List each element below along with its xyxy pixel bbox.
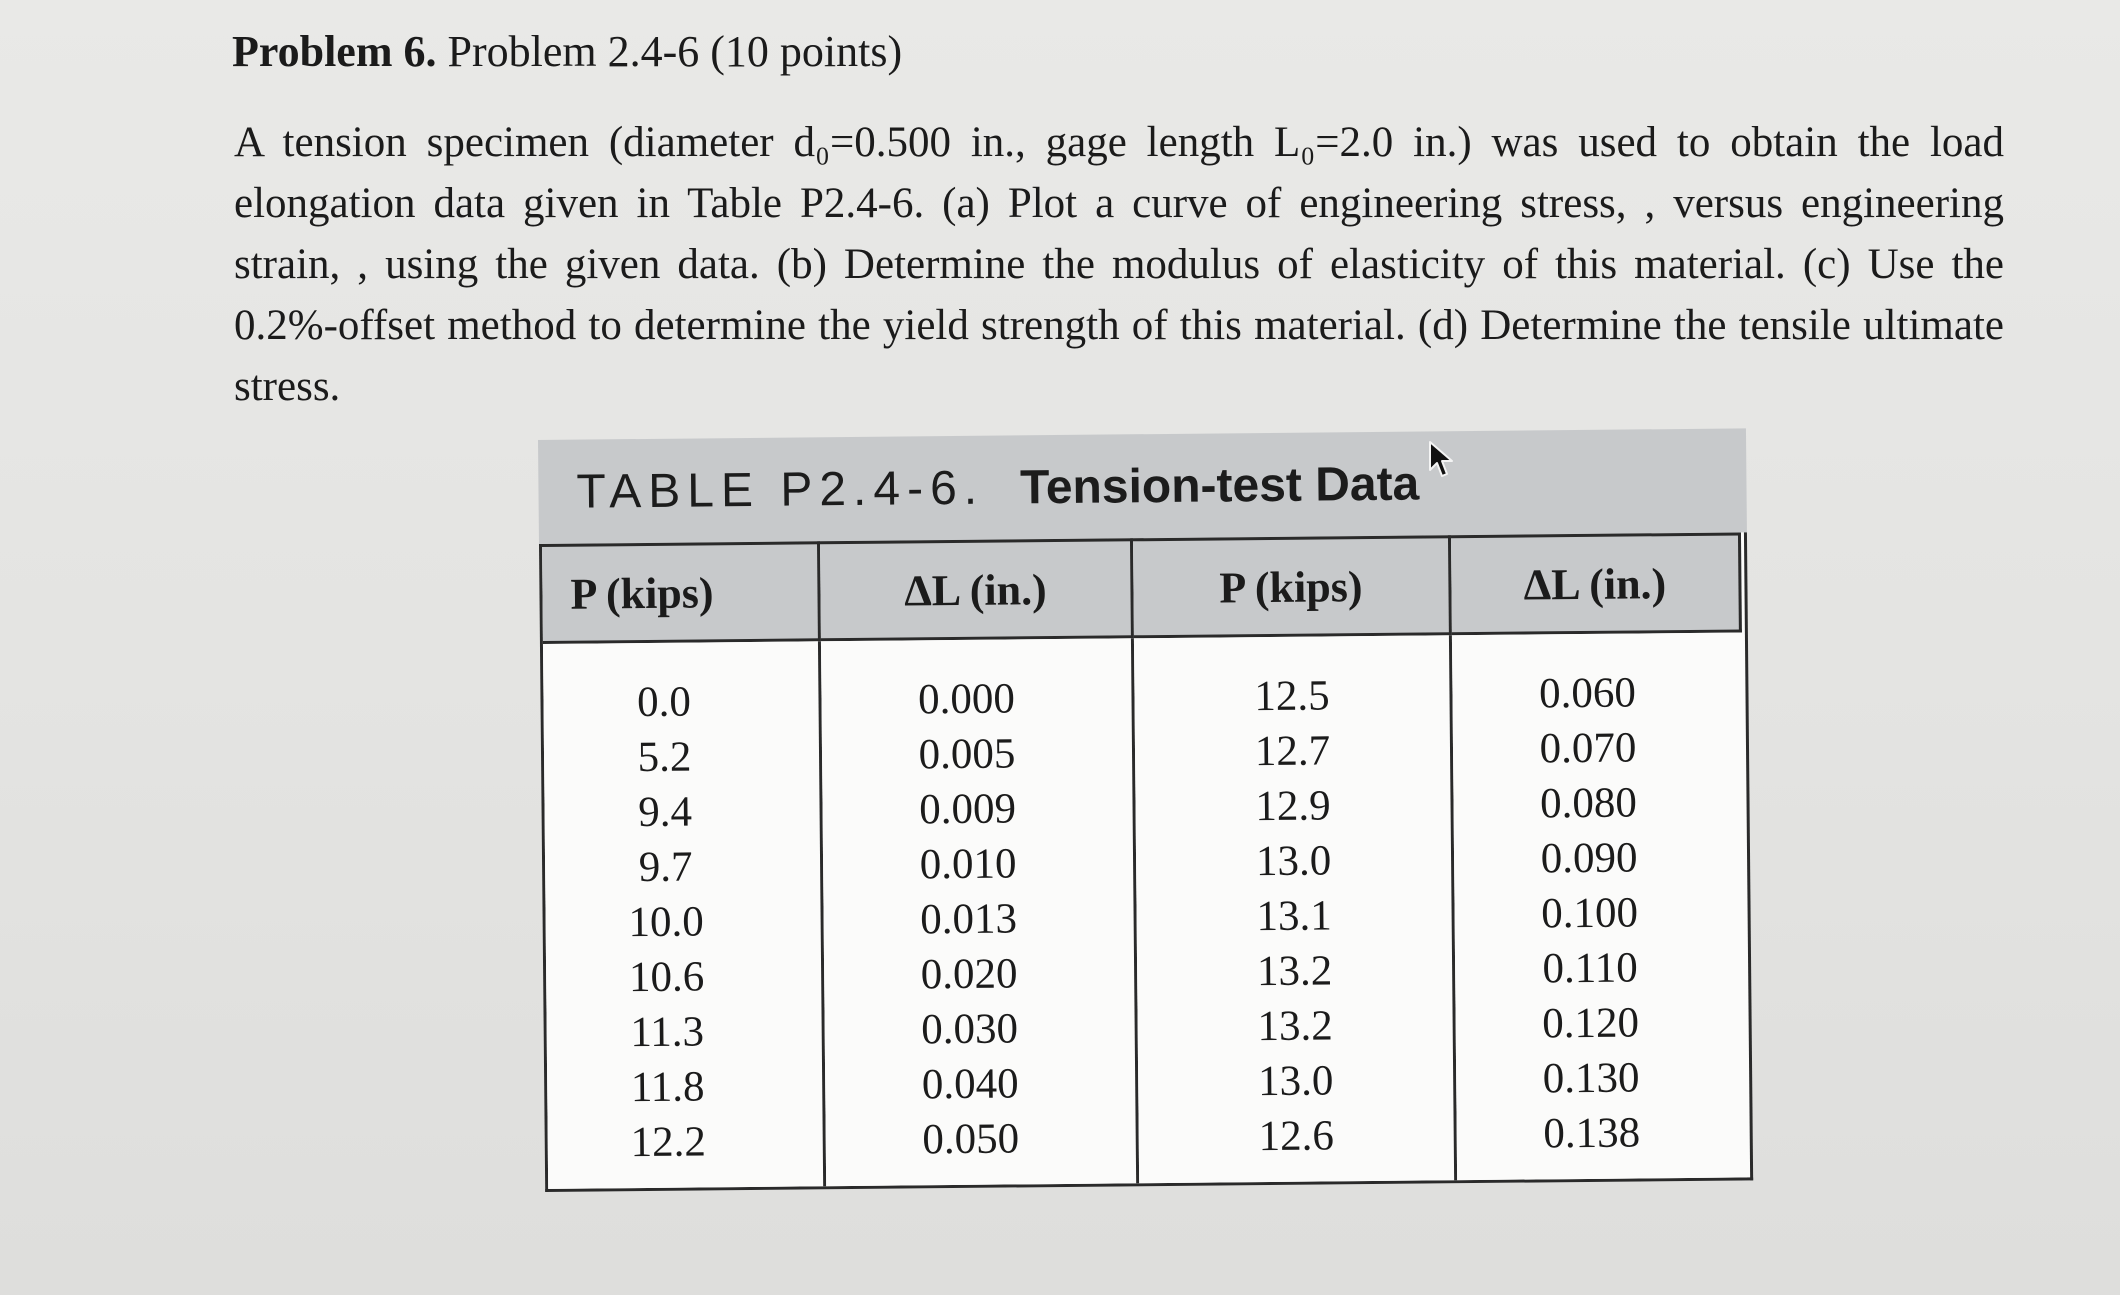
column-elongation-2 (1452, 632, 1747, 1180)
table-cell: 0.130 (1542, 1054, 1640, 1103)
table-cell: 0.110 (1542, 944, 1638, 993)
table-cell: 0.090 (1540, 834, 1638, 883)
table-cell: 13.0 (1255, 837, 1332, 886)
problem-statement: A tension specimen (diameter d₀=0.500 in., gage length L₀=2.0 in.) was used to obtain the load elongation data given in Table P2.4-6. (a) Plot a curve of engineering stress, , versus engineering strain, , using the given data. (b) Determine the modulus of elasticity of this material. (c) Use the 0.2%-offset method to determine the yield strength of this material. (d) Determine the tensile ultimate stress. (234, 119, 2004, 410)
table-cell: 12.7 (1254, 727, 1331, 776)
header-load-1: P (kips) (542, 541, 821, 644)
table-cell: 13.0 (1257, 1057, 1334, 1106)
table-cell: 9.4 (637, 788, 693, 837)
header-elongation-2: ΔL (in.) (1451, 532, 1742, 635)
table-grid (539, 532, 1753, 1192)
table-cell: 12.5 (1254, 672, 1330, 721)
table-title: Tension-test Data (1019, 457, 1420, 514)
table-label: TABLE P2.4-6. (576, 461, 985, 519)
table-cell: 5.2 (637, 733, 692, 782)
table-cell: 0.120 (1542, 999, 1640, 1048)
header-load-2: P (kips) (1133, 535, 1452, 638)
table-cell: 0.070 (1539, 724, 1637, 773)
table-cell: 0.020 (920, 950, 1018, 999)
table-cell: 0.060 (1538, 669, 1637, 718)
header-elongation-1: ΔL (in.) (820, 538, 1134, 641)
table-cell: 11.3 (630, 1008, 705, 1057)
column-elongation-1 (821, 638, 1139, 1186)
table-cell: 10.0 (628, 898, 704, 947)
table-cell: 13.2 (1257, 1002, 1334, 1051)
table-cell: 0.138 (1543, 1109, 1641, 1158)
problem-heading (232, 22, 902, 82)
mouse-pointer-icon (1428, 440, 1454, 480)
table-cell: 0.005 (918, 730, 1016, 779)
column-load-1 (543, 641, 826, 1189)
table-cell: 0.000 (917, 675, 1016, 724)
problem-title: Problem 2.4-6 (10 points) (447, 27, 903, 76)
table-cell: 0.080 (1539, 779, 1638, 828)
table-cell: 13.1 (1256, 892, 1332, 941)
table-cell: 12.9 (1255, 782, 1331, 831)
table-cell: 0.030 (921, 1005, 1019, 1054)
table-cell: 0.100 (1540, 889, 1639, 938)
table-cell: 11.8 (630, 1063, 705, 1112)
table-cell: 0.009 (918, 785, 1017, 834)
table-cell: 9.7 (638, 843, 693, 892)
table-caption (538, 428, 1747, 544)
table-cell: 10.6 (628, 953, 705, 1002)
table-cell: 0.040 (921, 1060, 1019, 1109)
problem-number: Problem 6. (232, 27, 437, 76)
table-cell: 0.013 (920, 895, 1018, 944)
table-cell: 13.2 (1256, 947, 1333, 996)
table-cell: 0.010 (919, 840, 1017, 889)
table-cell: 12.2 (630, 1118, 707, 1167)
tension-test-table (538, 428, 1753, 1192)
table-cell: 0.0 (636, 678, 692, 727)
table-cell: 0.050 (922, 1115, 1020, 1164)
column-load-2 (1134, 635, 1457, 1183)
table-cell: 12.6 (1258, 1112, 1335, 1161)
